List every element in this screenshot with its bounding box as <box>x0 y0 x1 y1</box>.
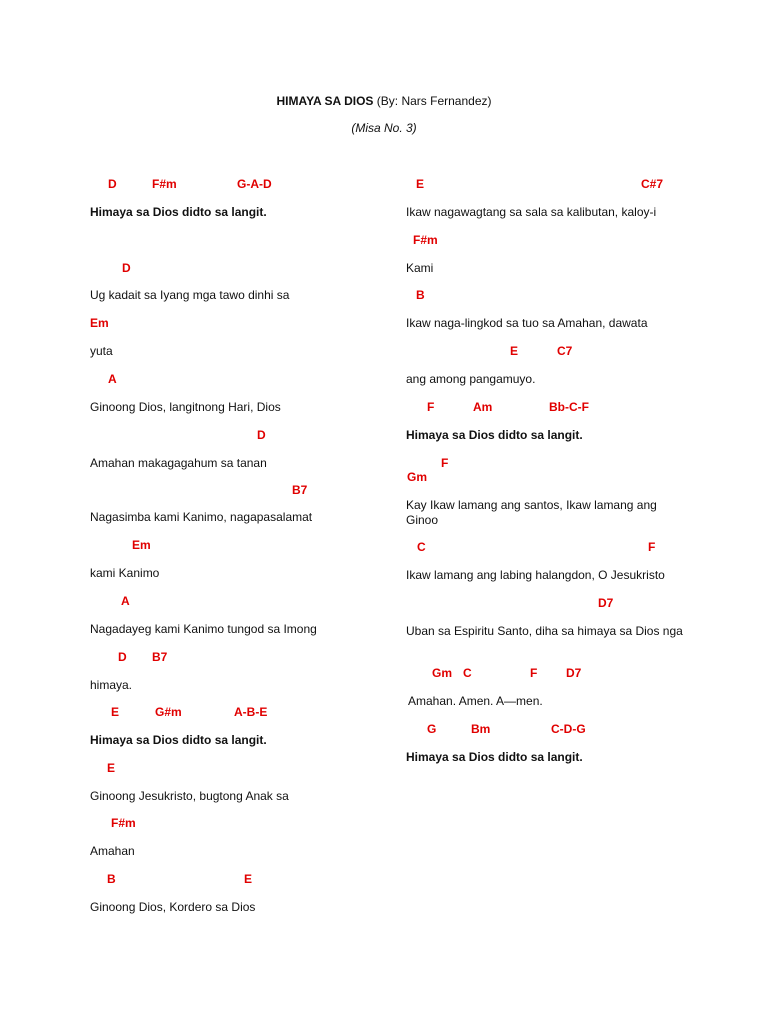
chord: F <box>530 666 538 680</box>
lyric-line: Himaya sa Dios didto sa langit. <box>406 750 583 764</box>
chord: F#m <box>111 816 136 830</box>
lyric-line: Ikaw naga-lingkod sa tuo sa Amahan, dawata <box>406 316 648 330</box>
lyric-line: Kami <box>406 261 434 275</box>
lyric-line: Kay Ikaw lamang ang santos, Ikaw lamang ang Ginoo <box>406 498 657 527</box>
chord: A-B-E <box>234 705 268 719</box>
song-title-main: HIMAYA SA DIOS <box>276 94 374 108</box>
chord: D7 <box>566 666 582 680</box>
chord: B7 <box>152 650 168 664</box>
chord: C <box>463 666 472 680</box>
chord: B <box>107 872 116 886</box>
chord: F <box>427 400 435 414</box>
chord: C7 <box>557 344 573 358</box>
song-subtitle: (Misa No. 3) <box>351 121 417 135</box>
song-byline: (By: Nars Fernandez) <box>376 94 492 108</box>
chord: A <box>121 594 130 608</box>
lyric-line: Ikaw lamang ang labing halangdon, O Jesukristo <box>406 568 665 582</box>
lyric-line: Himaya sa Dios didto sa langit. <box>90 205 267 219</box>
chord: Gm <box>432 666 453 680</box>
chord: B <box>416 288 425 302</box>
chord: C <box>417 540 426 554</box>
lyric-line: Himaya sa Dios didto sa langit. <box>406 428 583 442</box>
lyric-line: Nagadayeg kami Kanimo tungod sa Imong <box>90 622 317 636</box>
chord: F#m <box>152 177 177 191</box>
chord: G#m <box>155 705 182 719</box>
chord: F#m <box>413 233 438 247</box>
chord: G <box>427 722 437 736</box>
chord: E <box>510 344 519 358</box>
chord: Am <box>473 400 493 414</box>
lyric-line: Ginoong Jesukristo, bugtong Anak sa <box>90 789 289 803</box>
lyric-line: yuta <box>90 344 113 358</box>
chord: F <box>441 456 449 470</box>
song-title <box>0 94 768 108</box>
chord: Em <box>132 538 151 552</box>
chord: Em <box>90 316 109 330</box>
lyric-line: Ug kadait sa Iyang mga tawo dinhi sa <box>90 288 290 302</box>
lyric-line: kami Kanimo <box>90 566 160 580</box>
chord: G-A-D <box>237 177 272 191</box>
lyric-line: himaya. <box>90 678 133 692</box>
chord: D <box>108 177 117 191</box>
lyric-line: Himaya sa Dios didto sa langit. <box>90 733 267 747</box>
chord: C#7 <box>641 177 664 191</box>
lyric-line: Uban sa Espiritu Santo, diha sa himaya sa Dios nga <box>406 624 683 638</box>
chord: E <box>111 705 120 719</box>
chord: D <box>118 650 127 664</box>
chord: F <box>648 540 656 554</box>
lyric-line: ang among pangamuyo. <box>406 372 536 386</box>
chord: D <box>257 428 266 442</box>
lyric-line: Ginoong Dios, langitnong Hari, Dios <box>90 400 281 414</box>
lyric-line: Amahan. Amen. A—men. <box>408 694 543 708</box>
chord: C-D-G <box>551 722 586 736</box>
lyric-line: Ikaw nagawagtang sa sala sa kalibutan, kaloy-i <box>406 205 657 219</box>
chord: A <box>108 372 117 386</box>
chord: Gm <box>407 470 428 484</box>
lyric-line: Ginoong Dios, Kordero sa Dios <box>90 900 256 914</box>
chord: D <box>122 261 131 275</box>
lyric-line: Amahan <box>90 844 135 858</box>
chord: E <box>244 872 253 886</box>
lyric-line: Amahan makagagahum sa tanan <box>90 456 267 470</box>
chord: E <box>107 761 116 775</box>
chord: Bm <box>471 722 491 736</box>
lyric-line: Nagasimba kami Kanimo, nagapasalamat <box>90 510 313 524</box>
chord: Bb-C-F <box>549 400 589 414</box>
chord: D7 <box>598 596 614 610</box>
chord: E <box>416 177 425 191</box>
chord: B7 <box>292 483 308 497</box>
